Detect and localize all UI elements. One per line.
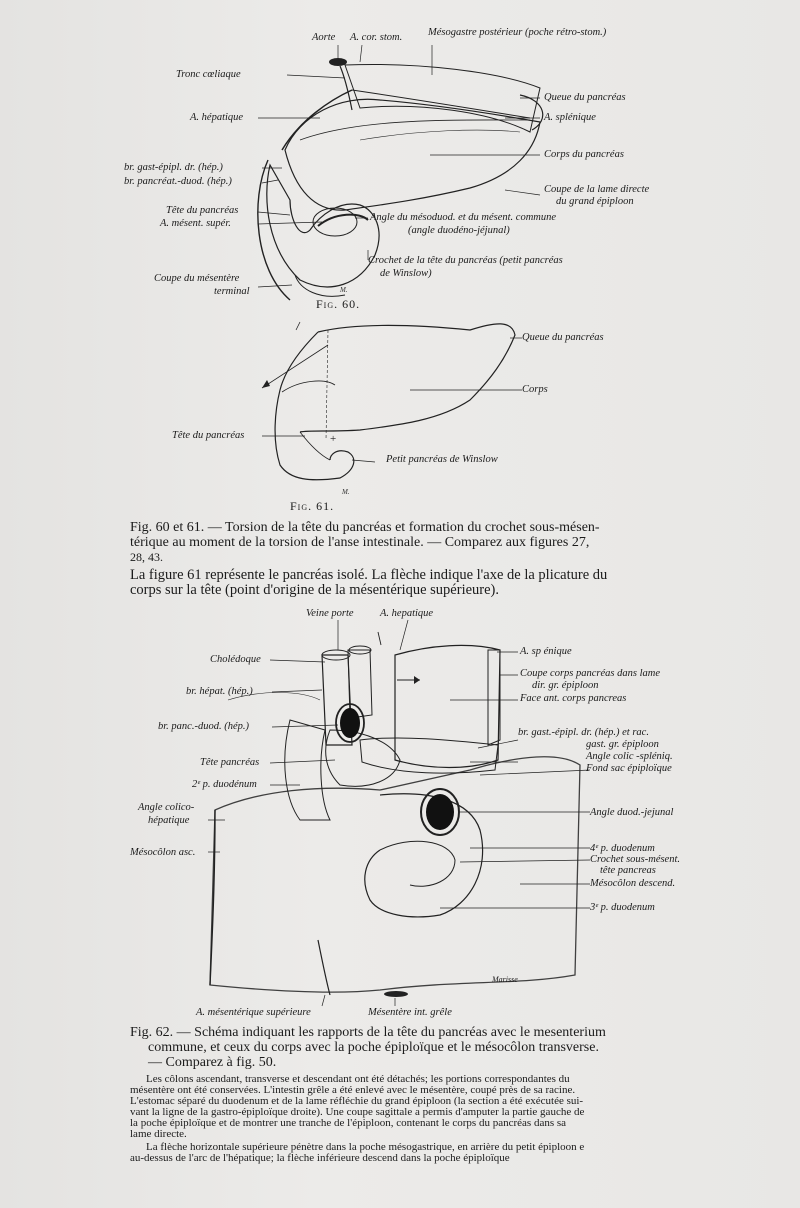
fig62-caption-line1: Fig. 62. — Schéma indiquant les rapports de la tête du pancréas avec le mesenterium bbox=[130, 1025, 606, 1040]
fig60-label-coupe-lame: Coupe de la lame directe bbox=[544, 184, 650, 195]
fig62-label-br-hepat: br. hépat. (hép.) bbox=[186, 686, 253, 697]
fig62-label-a-splenique: A. sp énique bbox=[520, 646, 572, 657]
fig61-drawing bbox=[262, 322, 515, 496]
fig60-label-a-hepatique: A. hépatique bbox=[190, 112, 244, 123]
fig60-label-angle-2: (angle duodéno-jéjunal) bbox=[408, 225, 510, 236]
caption-60-61-line2: térique au moment de la torsion de l'anse intestinale. — Comparez aux figures 27, bbox=[130, 535, 590, 550]
fig60-label-angle: Angle du mésoduod. et du mésent. commune bbox=[370, 212, 557, 223]
svg-text:M.: M. bbox=[340, 286, 348, 294]
fig60-label-corps: Corps du pancréas bbox=[544, 149, 624, 160]
fig62-label-angle-colico-2: hépatique bbox=[148, 815, 190, 826]
fig62-note-line4: vant la ligne de la gastro-épiploïque droite). Une coupe sagittale a permis d'amputer la partie gauche de bbox=[130, 1106, 585, 1118]
fig61-label-queue: Queue du pancréas bbox=[522, 332, 604, 343]
fig62-label-mesentere: Mésentère int. grêle bbox=[368, 1007, 452, 1018]
fig62-label-duod3: 3ᵉ p. duodenum bbox=[590, 902, 655, 913]
fig62-label-br-panc: br. panc.-duod. (hép.) bbox=[158, 721, 249, 732]
fig60-label-br-gast: br. gast-épipl. dr. (hép.) bbox=[124, 162, 223, 173]
fig62-label-br-gast: br. gast.-épipl. dr. (hép.) et rac. bbox=[518, 727, 649, 738]
fig62-label-angle-colic: Angle colic -spléniq. bbox=[586, 751, 673, 762]
fig62-label-face-ant: Face ant. corps pancreas bbox=[520, 693, 627, 704]
fig61-label-petit-pancreas: Petit pancréas de Winslow bbox=[386, 454, 498, 465]
paragraph-line1: La figure 61 représente le pancréas isolé. La flèche indique l'axe de la plicature du bbox=[130, 567, 608, 583]
fig62-label-mesocolon-asc: Mésocôlon asc. bbox=[130, 847, 196, 858]
fig62-label-angle-colico: Angle colico- bbox=[138, 802, 195, 813]
fig62-note-line8: au-dessus de l'arc de l'hépatique; la flèche inférieure descend dans la poche épiploïque bbox=[130, 1152, 510, 1164]
fig62-label-choledoque: Cholédoque bbox=[210, 654, 261, 665]
fig62-label-mesocolon-desc: Mésocôlon descend. bbox=[590, 878, 676, 889]
caption-60-61-line3: 28, 43. bbox=[130, 550, 163, 564]
fig60-label-coupe-mesentere-2: terminal bbox=[214, 286, 250, 297]
fig61-label-tete: Tête du pancréas bbox=[172, 430, 245, 441]
fig62-note-line7: La flèche horizontale supérieure pénètre dans la poche mésogastrique, en arrière du petit épiploon e bbox=[146, 1141, 585, 1153]
fig60-label-crochet-2: de Winslow) bbox=[380, 268, 432, 279]
fig61-label-corps: Corps bbox=[522, 384, 548, 395]
fig62-note-line3: L'estomac séparé du duodenum et de la lame réfléchie du grand épiploon (la section a été exécutée sui- bbox=[130, 1095, 584, 1107]
fig60-label-tete: Tête du pancréas bbox=[166, 205, 239, 216]
fig60-label-br-pancreat: br. pancréat.-duod. (hép.) bbox=[124, 176, 232, 187]
fig60-number: Fig. 60. bbox=[316, 297, 361, 311]
fig62-label-a-hepatique: A. hepatique bbox=[380, 608, 434, 619]
fig62-note-line5: la poche épiploïque et de montrer une tranche de l'épiploon, contenant le corps du pancréas dans sa bbox=[130, 1117, 567, 1129]
fig62-caption-line3: — Comparez à fig. 50. bbox=[148, 1055, 277, 1070]
fig62-label-crochet: Crochet sous-mésent. bbox=[590, 854, 681, 865]
illustrator-signature: Marisse bbox=[492, 975, 518, 984]
svg-text:M.: M. bbox=[342, 488, 350, 496]
fig62-note-line2: mésentère ont été conservées. L'intestin grêle a été enlevé avec le mésentère, coupé près de sa racine. bbox=[130, 1084, 576, 1096]
paragraph-line2: corps sur la tête (point d'origine de la mésentérique supérieure). bbox=[130, 582, 500, 598]
fig62-label-crochet-2: tête pancreas bbox=[600, 865, 656, 876]
caption-60-61-line1: Fig. 60 et 61. — Torsion de la tête du pancréas et formation du crochet sous-mésen- bbox=[130, 520, 600, 535]
fig62-label-duod2: 2ᵉ p. duodénum bbox=[192, 779, 257, 790]
fig60-label-mesogastre: Mésogastre postérieur (poche rétro-stom.) bbox=[428, 27, 607, 38]
fig60-label-a-mesent: A. mésent. supér. bbox=[160, 218, 231, 229]
fig60-label-aorte: Aorte bbox=[312, 32, 336, 43]
fig60-leader-lines bbox=[258, 45, 540, 287]
fig60-label-a-splenique: A. splénique bbox=[544, 112, 596, 123]
fig62-label-duod4: 4ᵉ p. duodenum bbox=[590, 843, 655, 854]
svg-text:+: + bbox=[330, 433, 337, 445]
fig62-note-line6: lame directe. bbox=[130, 1128, 187, 1140]
fig60-label-coupe-mesentere: Coupe du mésentère bbox=[154, 273, 240, 284]
fig61-number: Fig. 61. bbox=[290, 499, 335, 513]
fig60-label-coupe-lame-2: du grand épiploon bbox=[556, 196, 634, 207]
fig62-drawing bbox=[210, 632, 580, 997]
fig62-label-fond-sac: Fond sac épiploïque bbox=[586, 763, 672, 774]
fig62-label-br-gast-2: gast. gr. épiploon bbox=[586, 739, 659, 750]
fig60-label-queue: Queue du pancréas bbox=[544, 92, 626, 103]
fig60-label-a-cor-stom: A. cor. stom. bbox=[350, 32, 403, 43]
fig62-label-tete: Tête pancréas bbox=[200, 757, 260, 768]
fig62-note-line1: Les côlons ascendant, transverse et descendant ont été détachés; les portions correspondantes du bbox=[146, 1073, 570, 1085]
fig60-label-tronc-coeliaque: Tronc cœliaque bbox=[176, 69, 241, 80]
fig62-label-veine-porte: Veine porte bbox=[306, 608, 354, 619]
fig62-label-coupe-corps: Coupe corps pancréas dans lame bbox=[520, 668, 660, 679]
fig62-label-a-mes-sup: A. mésentérique supérieure bbox=[196, 1007, 311, 1018]
fig60-label-crochet: Crochet de la tête du pancréas (petit pancréas bbox=[368, 255, 563, 266]
fig61-leader-lines bbox=[262, 338, 522, 462]
fig62-caption-line2: commune, et ceux du corps avec la poche épiploïque et le mésocôlon transverse. bbox=[148, 1040, 599, 1055]
fig62-label-coupe-corps-2: dir. gr. épiploon bbox=[532, 680, 599, 691]
fig62-label-angle-duod: Angle duod.-jejunal bbox=[590, 807, 674, 818]
